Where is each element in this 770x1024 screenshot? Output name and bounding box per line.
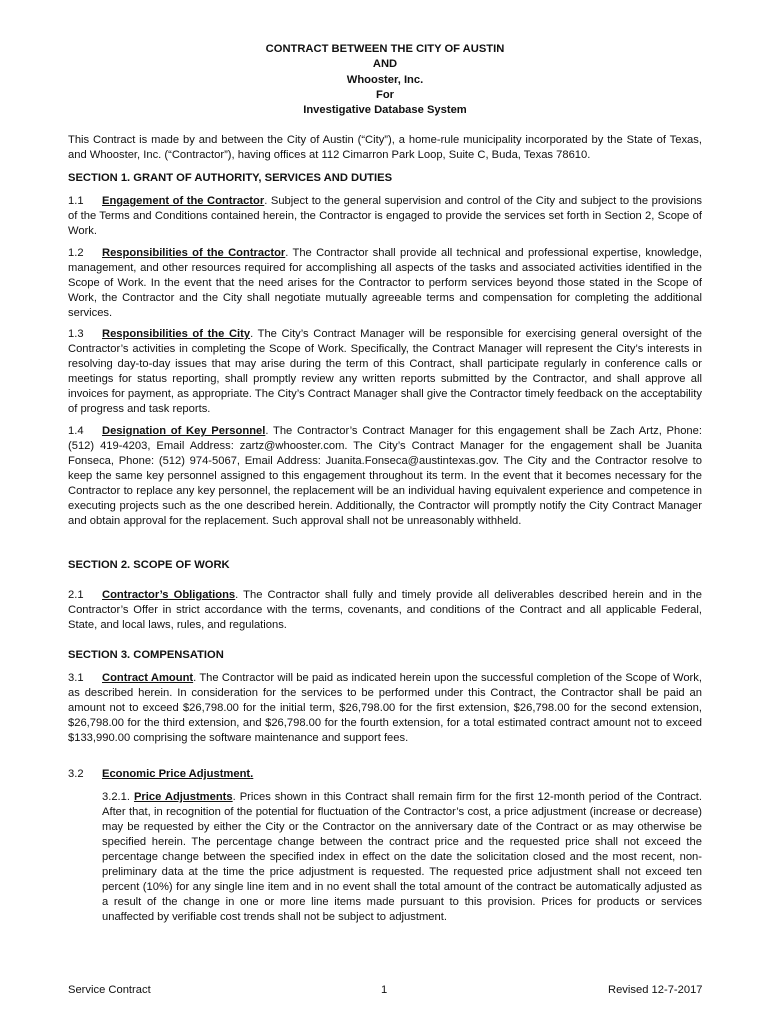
- footer-page-number: 1: [381, 984, 388, 996]
- section-1-heading: SECTION 1. GRANT OF AUTHORITY, SERVICES AND DUTIES: [68, 172, 393, 184]
- paragraph-3-2-1: [102, 790, 702, 925]
- paragraph-number: 1.1: [68, 195, 84, 207]
- paragraph-number: 3.2.1.: [102, 791, 130, 803]
- footer-left: Service Contract: [68, 984, 151, 996]
- title-line-2: AND: [372, 58, 398, 71]
- paragraph-text: .: [250, 768, 254, 780]
- section-3-heading: SECTION 3. COMPENSATION: [68, 649, 224, 661]
- paragraph-2-1: [68, 588, 702, 633]
- paragraph-title: Responsibilities of the Contractor: [102, 247, 286, 259]
- paragraph-number: 2.1: [68, 589, 84, 601]
- paragraph-text: . The Contractor shall provide all technical and professional expertise, knowledge, management, and other resources required for accomplishing all aspects of the tasks and associated activities identified in the Scope of Work. In the event that the need arises for the Contractor to perform services beyond those stated in the Scope of Work, the Contractor and the City shall negotiate mutually agreeable terms and compensation for completing the additional services.: [68, 247, 703, 319]
- paragraph-title: Contract Amount: [102, 672, 194, 684]
- title-line-3: Whooster, Inc.: [346, 73, 424, 86]
- paragraph-title: Engagement of the Contractor: [102, 195, 265, 207]
- paragraph-3-2: [68, 767, 702, 782]
- paragraph-text: . The Contractor shall fully and timely provide all deliverables described herein and in the Contractor’s Offer in strict accordance with the terms, covenants, and conditions of the Contract and all applicable Federal, State, and local laws, rules, and regulations.: [68, 589, 702, 631]
- paragraph-1-1: [68, 194, 702, 239]
- title-line-5: Investigative Database System: [303, 104, 467, 117]
- paragraph-title: Price Adjustments: [133, 791, 233, 803]
- paragraph-1-2: [68, 246, 702, 321]
- paragraph-title: Contractor’s Obligations: [102, 589, 236, 601]
- intro-paragraph: This Contract is made by and between the City of Austin (“City”), a home-rule municipality incorporated by the State of Texas, and Whooster, Inc. (“Contractor”), having offices at 112 Cimarron Park Loop, Suite C, Buda, Texas 78610.: [68, 134, 702, 161]
- paragraph-number: 1.3: [68, 328, 84, 340]
- paragraph-text: . Subject to the general supervision and control of the City and subject to the provisions of the Terms and Conditions contained herein, the Contractor is engaged to provide the services set forth in Section 2, Scope of Work.: [68, 195, 703, 237]
- paragraph-1-4: [68, 424, 702, 529]
- paragraph-text: . The City’s Contract Manager will be responsible for exercising general oversight of the Contractor’s activities in completing the Scope of Work. Specifically, the Contract Manager will represent the City’s interests in resolving day-to-day issues that may arise during the term of this Contract, shall participate regularly in conference calls or meetings for status reporting, shall promptly review any written reports submitted by the Contractor, and shall approve all invoices for payment, as appropriate. The City’s Contract Manager shall give the Contractor timely feedback on the acceptability of progress and task reports.: [68, 328, 703, 415]
- paragraph-number: 1.2: [68, 247, 84, 259]
- title-line-4: For: [375, 88, 395, 101]
- paragraph-number: 3.2: [68, 768, 84, 780]
- paragraph-number: 1.4: [68, 425, 84, 437]
- paragraph-1-3: [68, 327, 702, 417]
- paragraph-title: Economic Price Adjustment: [102, 768, 251, 780]
- footer-right: Revised 12-7-2017: [608, 984, 703, 996]
- paragraph-number: 3.1: [68, 672, 84, 684]
- paragraph-title: Responsibilities of the City: [102, 328, 251, 340]
- paragraph-text: . The Contractor will be paid as indicated herein upon the successful completion of the Scope of Work, as described herein. In consideration for the services to be performed under this Contract, the Contractor shall be paid an amount not to exceed $26,798.00 for the initial term, $26,798.00 for the first extension, $26,798.00 for the second extension, $26,798.00 for the third extension, and $26,798.00 for the fourth extension, for a total estimated contract amount not to exceed $133,990.00 comprising the software maintenance and support fees.: [68, 672, 702, 744]
- section-2-heading: SECTION 2. SCOPE OF WORK: [68, 559, 230, 571]
- paragraph-text: . Prices shown in this Contract shall remain firm for the first 12-month period of the Contract. After that, in recognition of the potential for fluctuation of the Contractor’s cost, a price adjustment (increase or decrease) may be requested by either the City or the Contractor on the anniversary date of the Contract or as may otherwise be specified herein. The percentage change between the contract price and the requested price shall not exceed the percentage change between the specified index in effect on the date the solicitation closed and the most recent, non-preliminary data at the time the price adjustment is requested. The requested price adjustment shall not exceed ten percent (10%) for any single line item and in no event shall the total amount of the contract be automatically adjusted as a result of the change in one or more line items made pursuant to this provision. Prices for products or services unaffected by verifiable cost trends shall not be subject to adjustment.: [102, 791, 703, 923]
- paragraph-title: Designation of Key Personnel: [102, 425, 266, 437]
- contract-title: [0, 42, 770, 118]
- paragraph-text: . The Contractor’s Contract Manager for this engagement shall be Zach Artz, Phone: (512) 419-4203, Email Address: zartz@whooster.com. The City’s Contract Manager for the engagement shall be Juanita Fonseca, Phone: (512) 974-5067, Email Address: Juanita.Fonseca@austintexas.gov. The City and the Contractor resolve to keep the same key personnel assigned to this engagement throughout its term. In the event that it becomes necessary for the Contractor to replace any key personnel, the replacement will be an individual having equivalent experience and competence in executing projects such as the one described herein. Additionally, the Contractor will promptly notify the City Contract Manager and obtain approval for the replacement. Such approval shall not be unreasonably withheld.: [68, 425, 702, 527]
- paragraph-3-1: [68, 671, 702, 746]
- title-line-1: CONTRACT BETWEEN THE CITY OF AUSTIN: [265, 43, 505, 55]
